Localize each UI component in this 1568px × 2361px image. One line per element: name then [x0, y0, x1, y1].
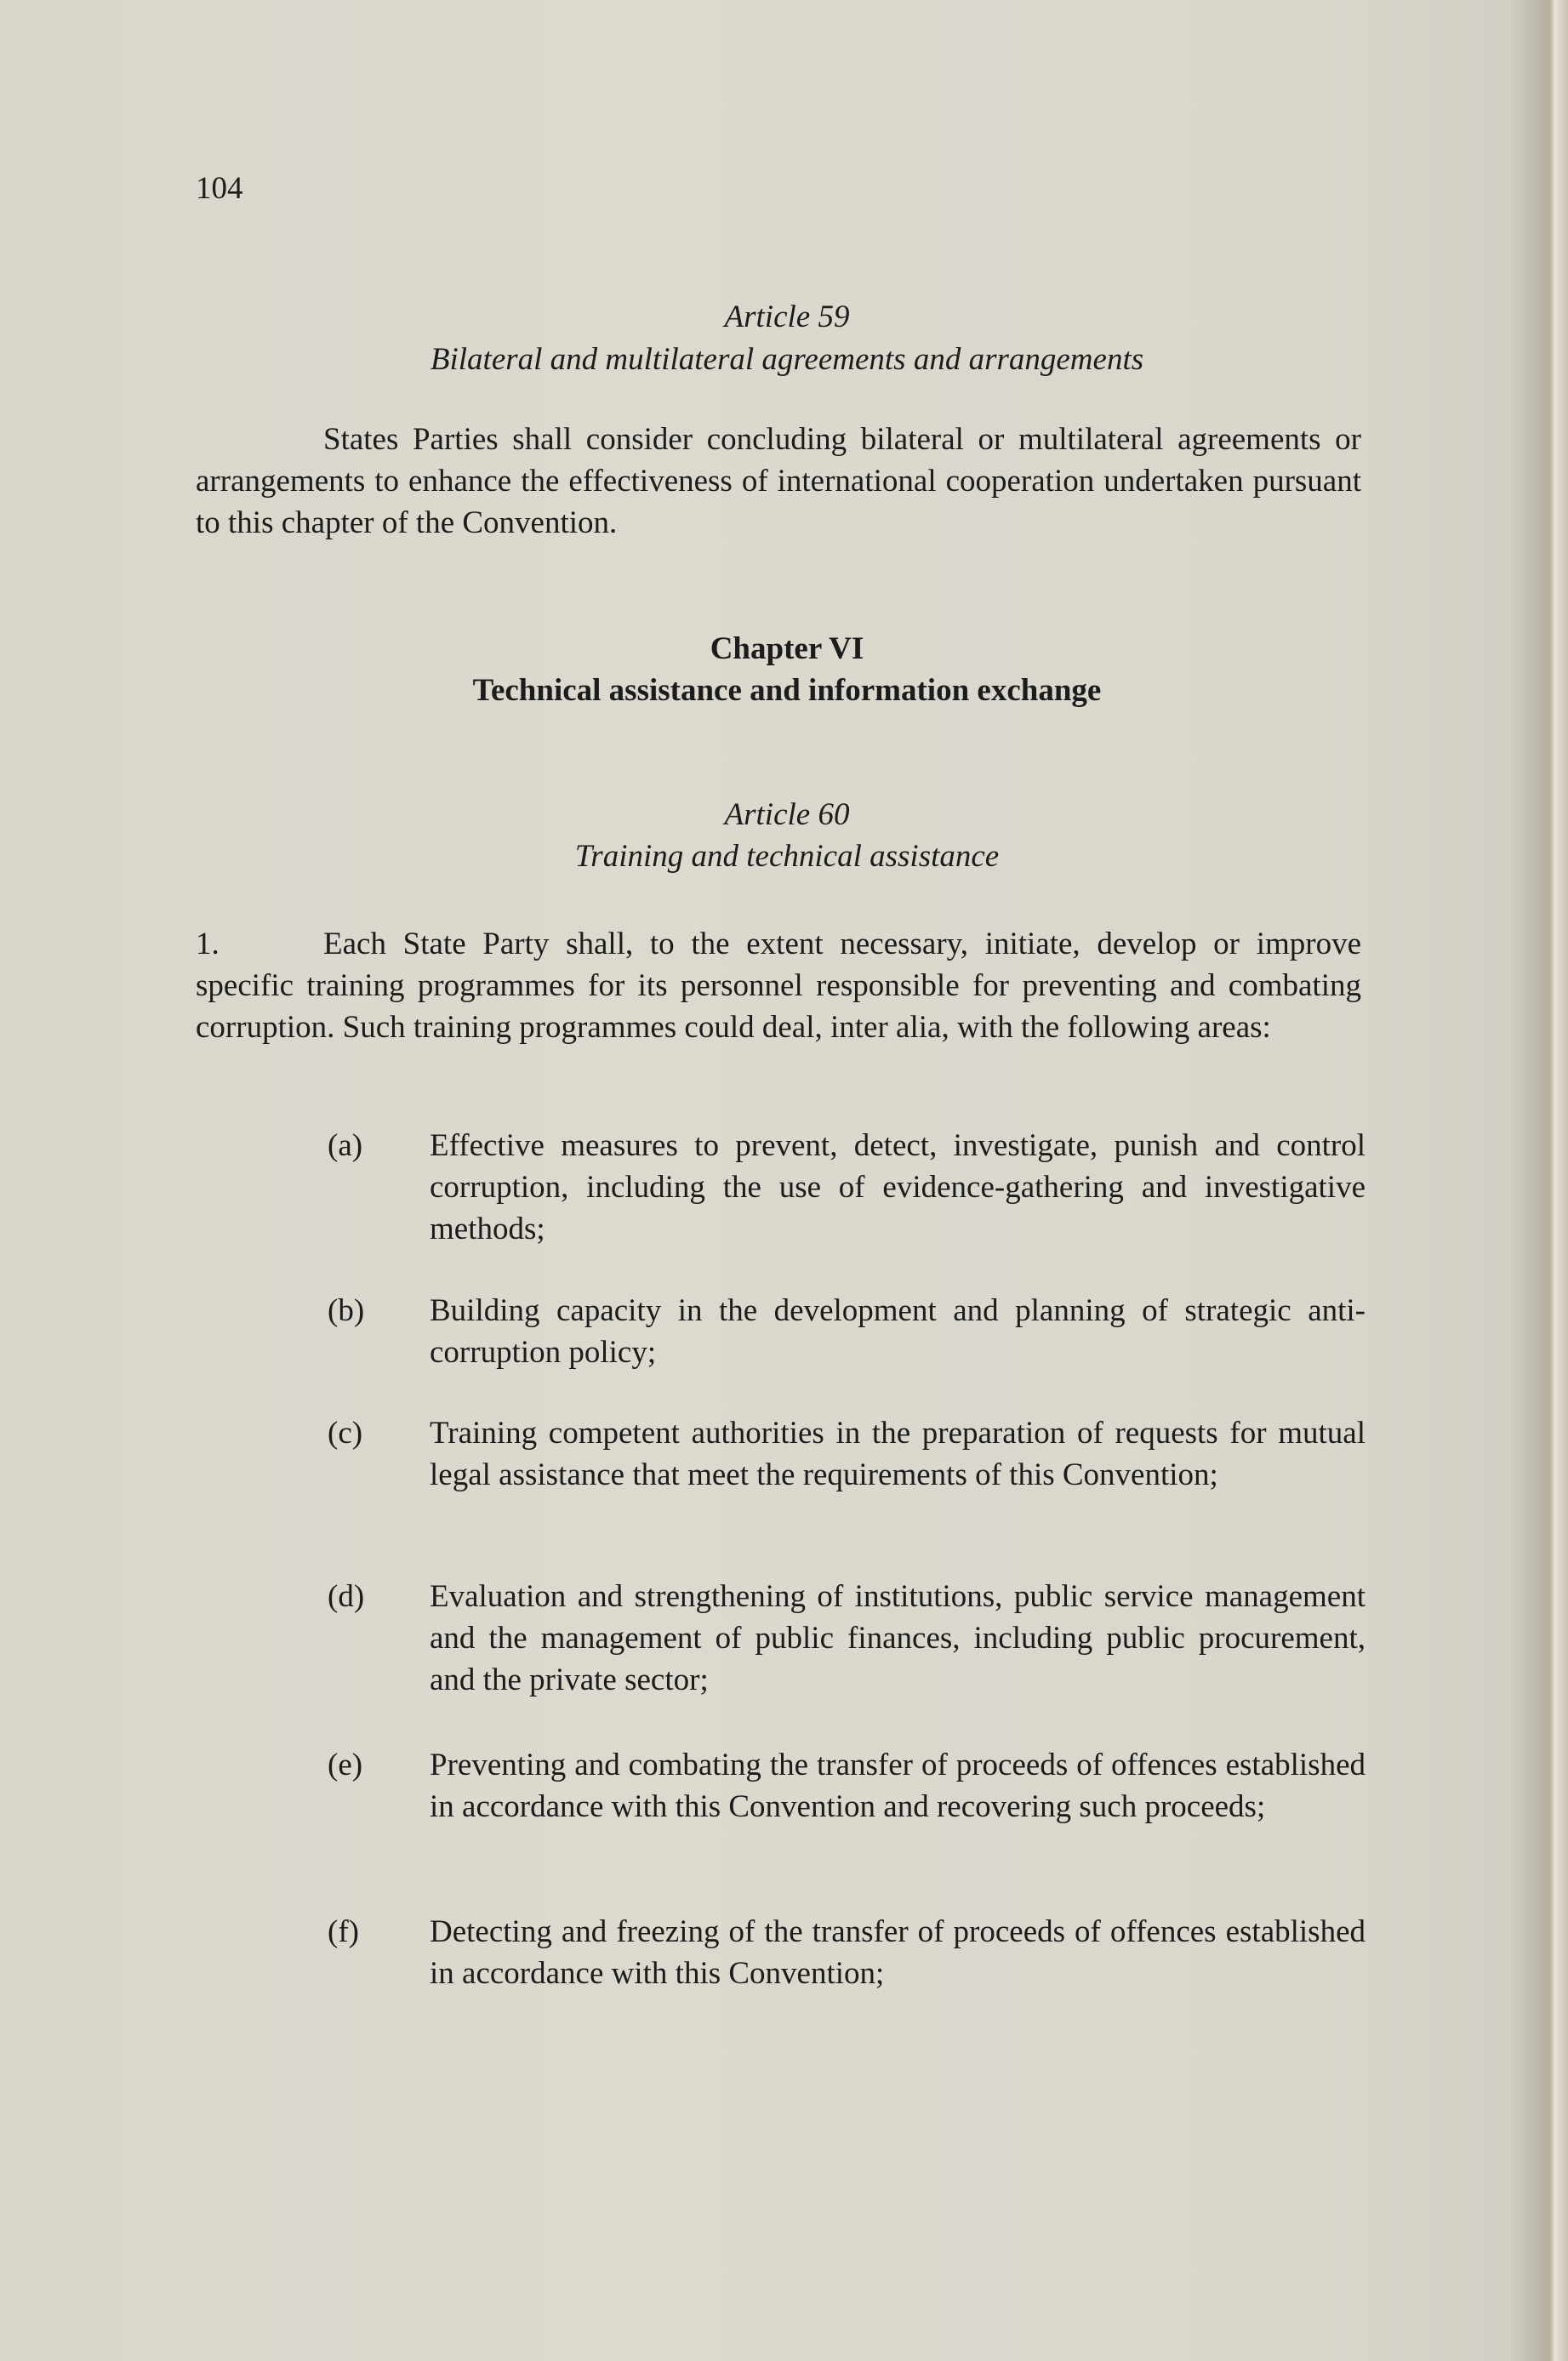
list-item-label: (e)	[328, 1748, 363, 1782]
list-item-text: Preventing and combating the transfer of proceeds of offences established in accordance with this Convention and recovering such proceeds;	[430, 1748, 1366, 1824]
article-59-title: Article 59	[724, 299, 850, 334]
chapter-title: Chapter VI	[710, 631, 864, 666]
article-60-title: Article 60	[724, 797, 850, 832]
article-59-body: States Parties shall consider concluding bilateral or multilateral agreements or arrangements to enhance the effectiveness of international cooperation undertaken pursuant to this chapter of the Convention.	[196, 422, 1361, 540]
list-item-text: Effective measures to prevent, detect, investigate, punish and control corruption, including the use of evidence-gathering and investigative methods;	[430, 1128, 1366, 1246]
article-60-subtitle: Training and technical assistance	[574, 839, 1000, 874]
list-item-label: (b)	[328, 1293, 365, 1328]
list-item-text: Training competent authorities in the preparation of requests for mutual legal assistance that meet the requirements of this Convention;	[430, 1416, 1366, 1492]
list-item-label: (a)	[328, 1128, 363, 1163]
paragraph-text: Each State Party shall, to the extent necessary, initiate, develop or improve specific training programmes for its personnel responsible for preventing and combating corruption. Such training programmes could deal, inter alia, with the following areas:	[196, 927, 1361, 1045]
article-59-subtitle: Bilateral and multilateral agreements and arrangements	[430, 342, 1144, 377]
chapter-subtitle: Technical assistance and information exchange	[472, 673, 1102, 708]
list-item-label: (d)	[328, 1579, 365, 1614]
article-60-paragraph-1	[196, 923, 1361, 1048]
book-spine-shadow	[1508, 0, 1568, 2361]
list-item-label: (f)	[328, 1914, 359, 1949]
list-item-text: Evaluation and strengthening of institutions, public service management and the management of public finances, including public procurement, and the private sector;	[430, 1579, 1366, 1697]
list-item-text: Building capacity in the development and planning of strategic anti-corruption policy;	[430, 1293, 1366, 1370]
list-item-text: Detecting and freezing of the transfer of proceeds of offences established in accordance with this Convention;	[430, 1914, 1366, 1991]
paragraph-number: 1.	[196, 927, 220, 961]
list-item-label: (c)	[328, 1416, 363, 1451]
page-number: 104	[196, 171, 243, 206]
